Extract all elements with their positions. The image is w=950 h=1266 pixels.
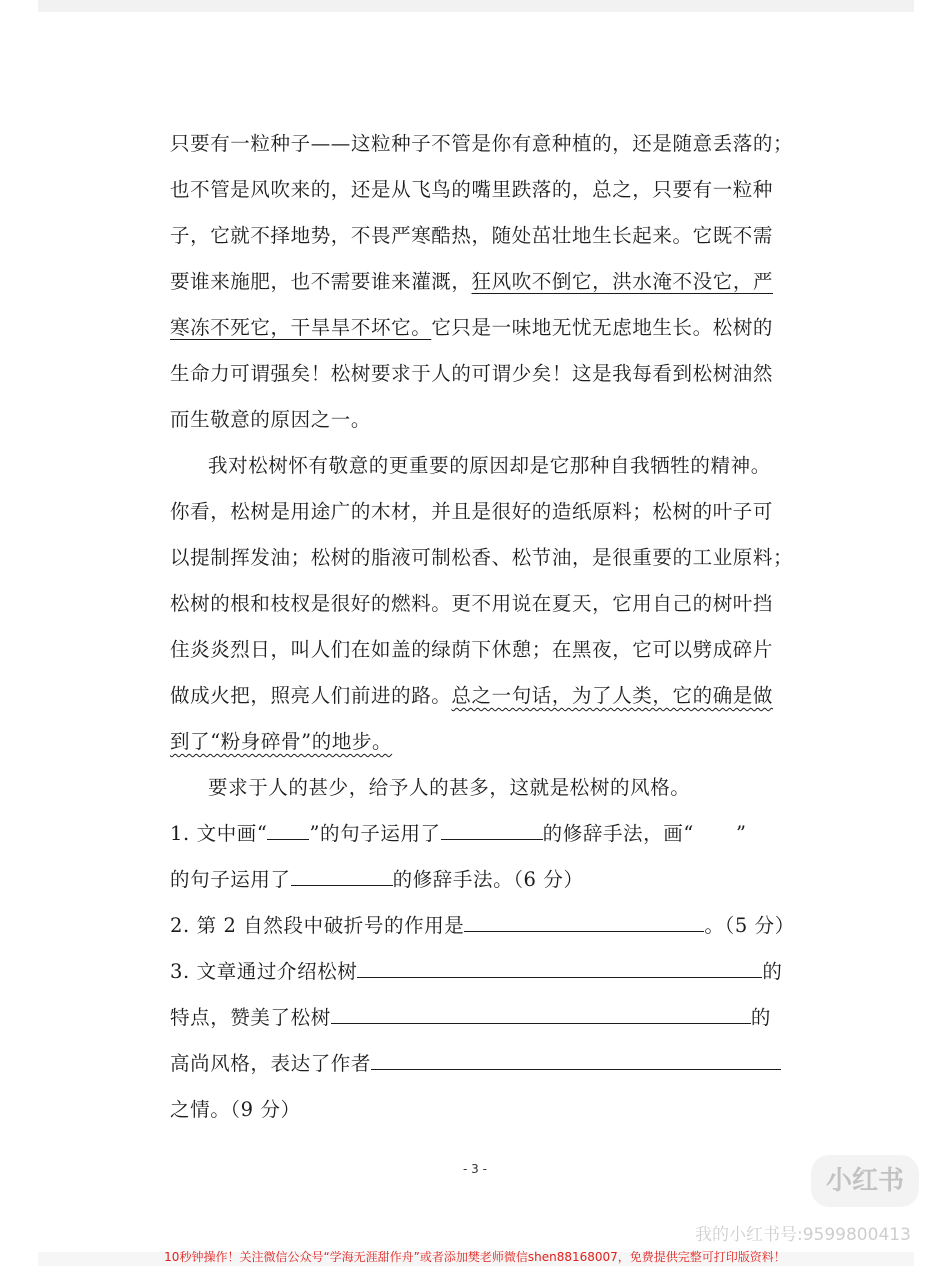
question-text: ” <box>735 822 747 845</box>
answer-blank[interactable] <box>464 909 704 932</box>
passage-line <box>170 219 785 253</box>
page-number: - 3 - <box>463 1162 487 1176</box>
question-text: 的修辞手法。（6 分） <box>392 868 584 891</box>
question-3-cont <box>170 1001 785 1035</box>
passage-text: 它只是一味地无忧无虑地生长。松树的 <box>431 316 774 339</box>
passage-text: 做成火把，照亮人们前进的路。 <box>170 684 452 707</box>
wavy-underlined-sentence: 总之一句话，为了人类，它的确是做 <box>451 684 774 707</box>
passage-line <box>170 265 785 299</box>
passage-text: 只要有一粒种子——这粒种子不管是你有意种植的，还是随意丢落的； <box>170 132 794 155</box>
passage-text: 松树的根和枝杈是很好的燃料。更不用说在夏天，它用自己的树叶挡 <box>170 592 774 615</box>
passage-line <box>170 587 785 621</box>
question-text: ”的句子运用了 <box>309 822 441 845</box>
passage-text: 生命力可谓强矣！松树要求于人的可谓少矣！这是我每看到松树油然 <box>170 362 774 385</box>
answer-blank[interactable] <box>441 817 543 840</box>
passage-line <box>208 771 785 805</box>
passage-text: 要谁来施肥，也不需要谁来灌溉， <box>170 270 472 293</box>
passage-line <box>170 127 794 161</box>
question-text: 特点，赞美了松树 <box>170 1006 331 1029</box>
passage-text: 你看，松树是用途广的木材，并且是很好的造纸原料；松树的叶子可 <box>170 500 774 523</box>
passage-line <box>208 449 785 483</box>
question-3-cont <box>170 1047 785 1081</box>
passage-line <box>170 357 785 391</box>
passage-line <box>170 495 785 529</box>
passage-text: 以提制挥发油；松树的脂液可制松香、松节油，是很重要的工业原料； <box>170 546 794 569</box>
question-text: 高尚风格，表达了作者 <box>170 1052 372 1075</box>
passage-line <box>170 679 785 713</box>
question-text: 的句子运用了 <box>170 868 291 891</box>
passage-line <box>170 173 785 207</box>
passage-line <box>170 403 785 437</box>
watermark-text: 我的小红书号:9599800413 <box>695 1225 911 1245</box>
question-1-cont <box>170 863 785 897</box>
question-text: 3. 文章通过介绍松树 <box>170 960 358 983</box>
passage-text: 也不管是风吹来的，还是从飞鸟的嘴里跌落的，总之，只要有一粒种 <box>170 178 774 201</box>
passage-text: 住炎炎烈日，叫人们在如盖的绿荫下休憩；在黑夜，它可以劈成碎片 <box>170 638 774 661</box>
passage-line <box>170 725 785 759</box>
passage-text: 我对松树怀有敬意的更重要的原因却是它那种自我牺牲的精神。 <box>208 454 771 477</box>
wavy-line-sample <box>694 817 736 839</box>
passage-line <box>170 633 785 667</box>
wavy-underlined-sentence: 到了“粉身碎骨”的地步。 <box>170 730 393 753</box>
passage-text: 而生敬意的原因之一。 <box>170 408 372 431</box>
underlined-sentence: 狂风吹不倒它，洪水淹不没它，严 <box>471 270 774 293</box>
answer-blank[interactable] <box>371 1047 781 1070</box>
question-3-cont <box>170 1093 785 1127</box>
passage-text: 要求于人的甚少，给予人的甚多，这就是松树的风格。 <box>208 776 691 799</box>
question-3 <box>170 955 785 989</box>
question-1 <box>170 817 785 851</box>
passage-line <box>170 541 794 575</box>
xiaohongshu-logo-icon: 小红书 <box>811 1155 919 1207</box>
answer-blank[interactable] <box>357 955 762 978</box>
question-text: 的 <box>750 1006 771 1029</box>
answer-blank[interactable] <box>267 817 309 840</box>
promo-banner: 10秒钟操作！关注微信公众号“学海无涯甜作舟”或者添加樊老师微信shen88168007，免费提供完整可打印版资料！ <box>164 1250 786 1264</box>
question-text: 。（5 分） <box>704 914 795 937</box>
underlined-sentence: 寒冻不死它，干旱旱不坏它。 <box>170 316 432 339</box>
question-text: 的 <box>762 960 783 983</box>
question-text: 1. 文中画“ <box>170 822 268 845</box>
answer-blank[interactable] <box>291 863 393 886</box>
question-text: 之情。（9 分） <box>170 1098 301 1121</box>
passage-line <box>170 311 785 345</box>
question-text: 的修辞手法，画“ <box>542 822 694 845</box>
passage-text: 子，它就不择地势，不畏严寒酷热，随处茁壮地生长起来。它既不需 <box>170 224 774 247</box>
question-text: 2. 第 2 自然段中破折号的作用是 <box>170 914 465 937</box>
question-2 <box>170 909 795 943</box>
answer-blank[interactable] <box>331 1001 751 1024</box>
